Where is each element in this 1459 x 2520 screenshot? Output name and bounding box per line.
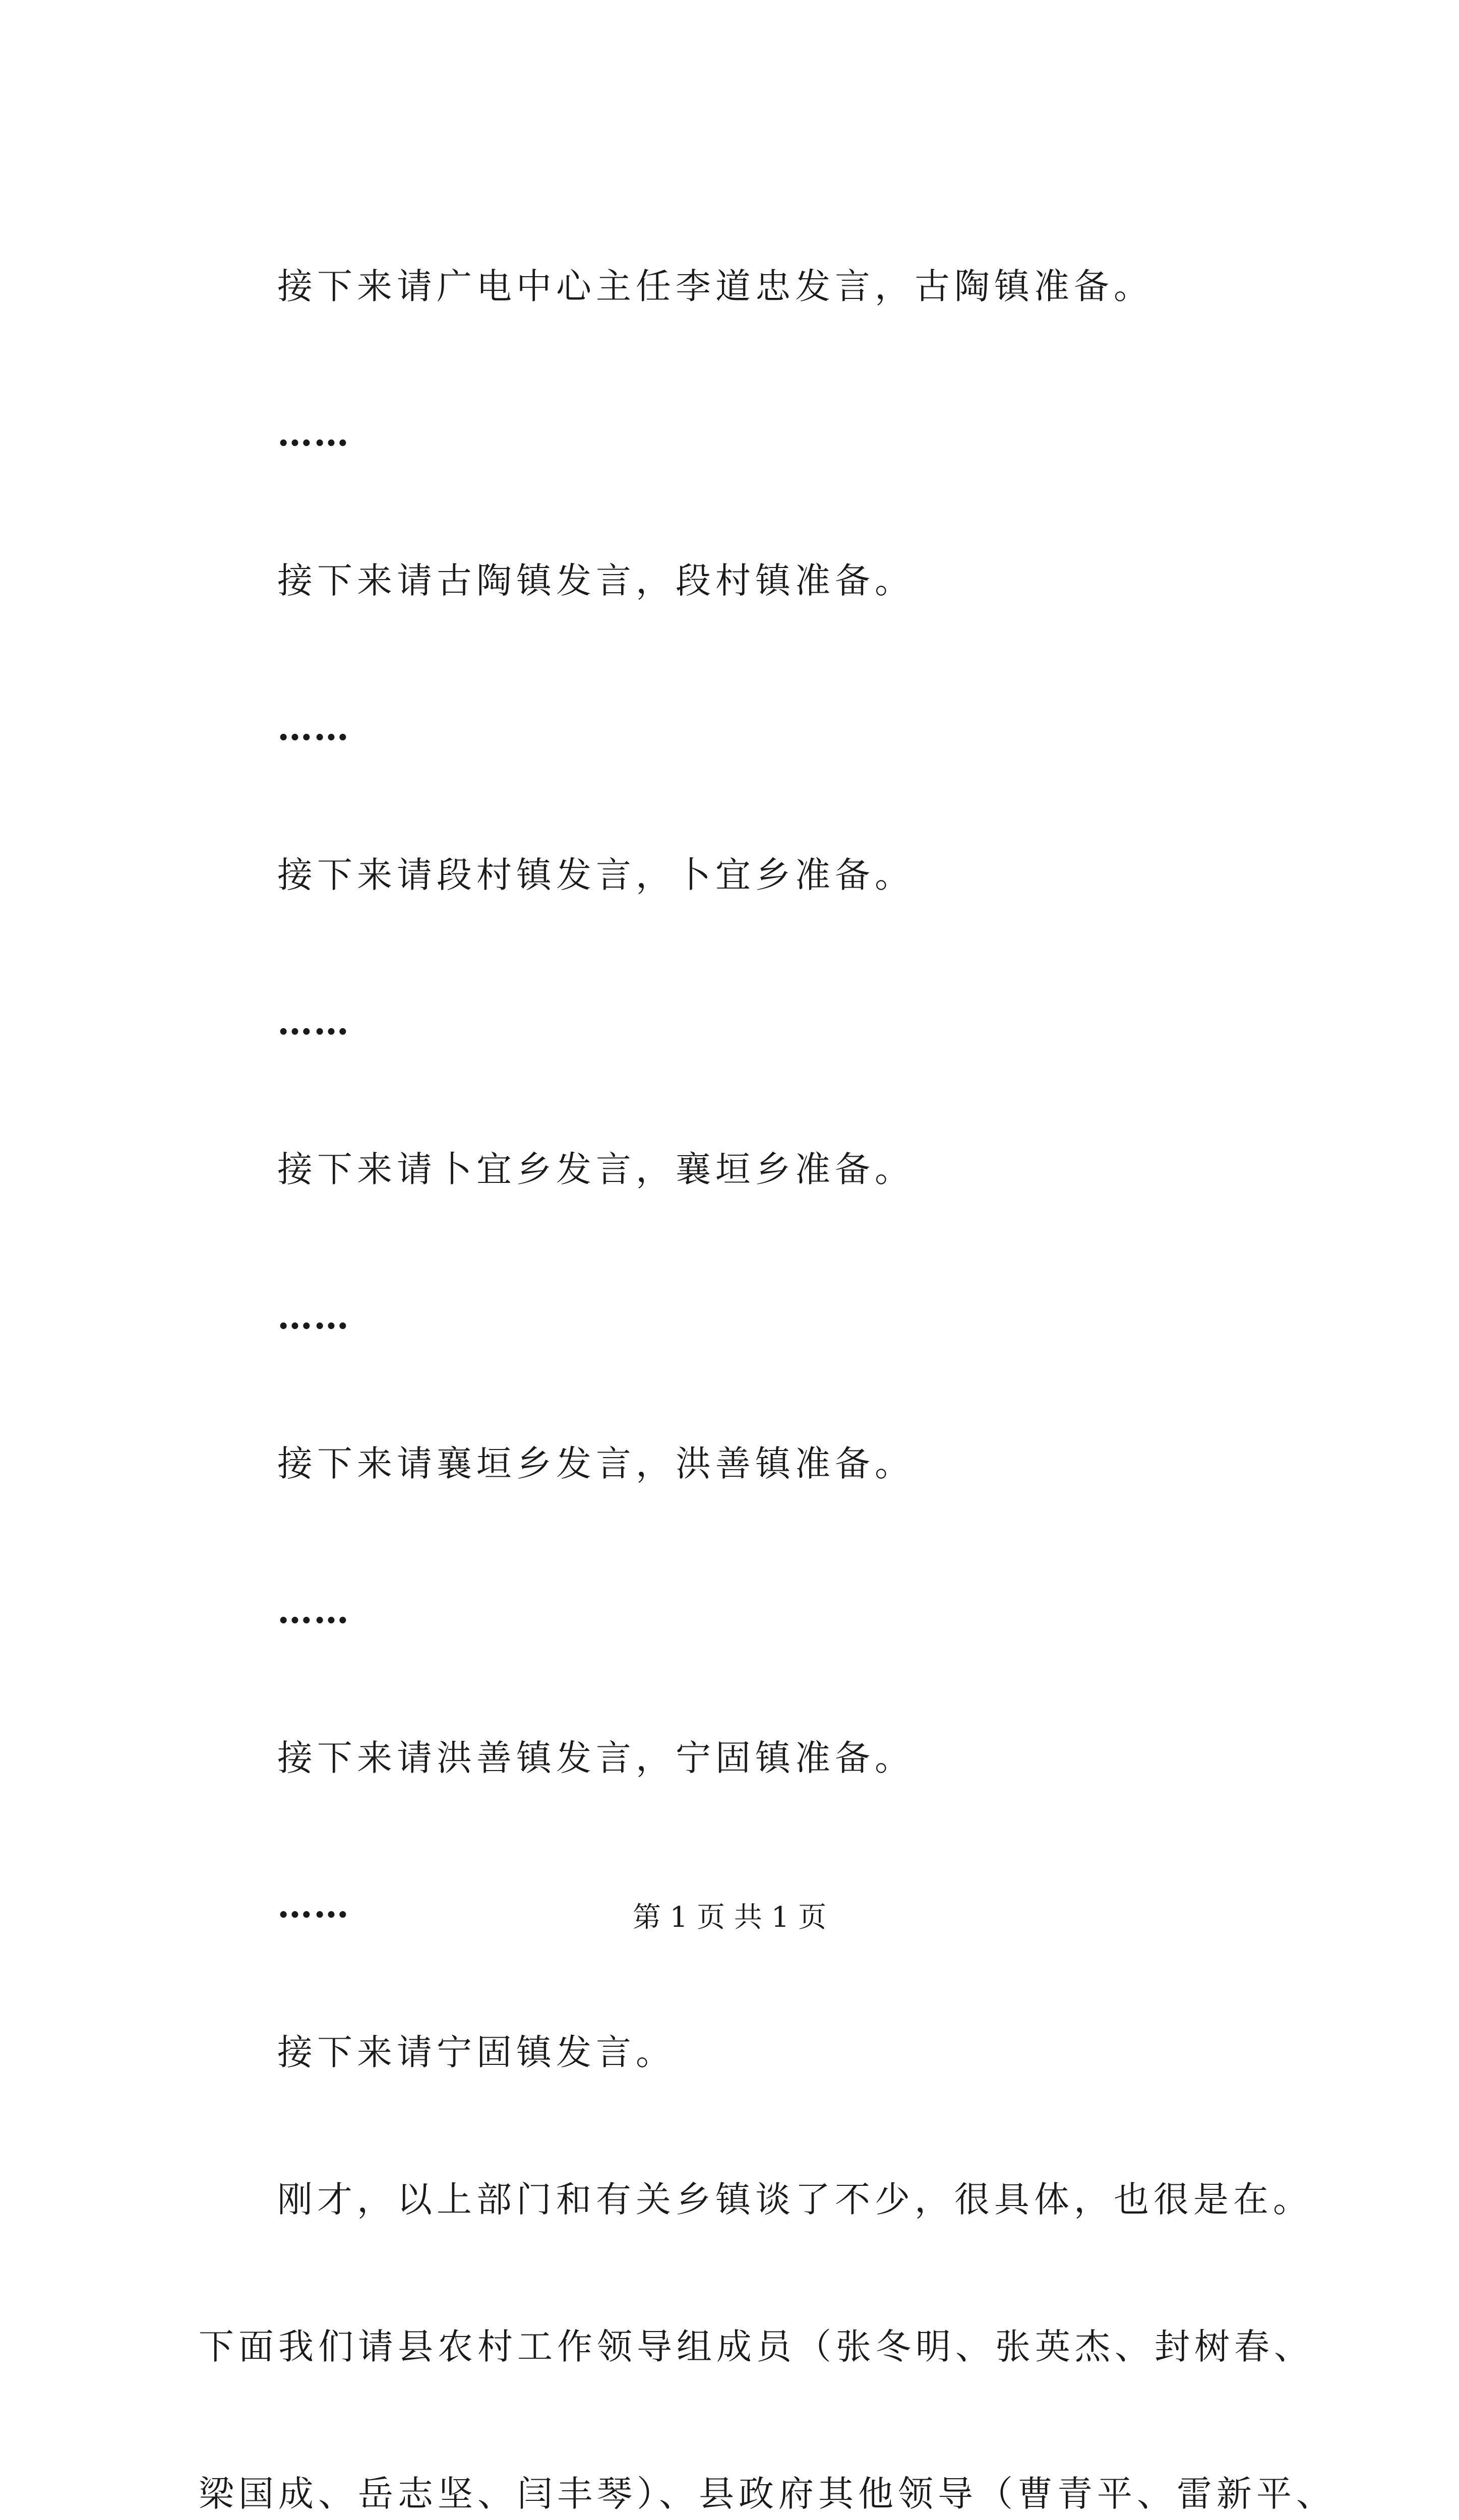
document-body — [199, 262, 1336, 2520]
paragraph-line: 下面我们请县农村工作领导组成员（张冬明、张英杰、封树春、 — [199, 2326, 1314, 2367]
text-line: 接下来请广电中心主任李道忠发言，古陶镇准备。 — [277, 266, 1153, 307]
ellipsis-line: …… — [277, 1884, 350, 1926]
text-line: 接下来请襄垣乡发言，洪善镇准备。 — [277, 1443, 915, 1484]
text-line: 接下来请宁固镇发言。 — [277, 2032, 676, 2073]
text-line: 接下来请卜宜乡发言，襄垣乡准备。 — [277, 1149, 915, 1190]
ellipsis-line: …… — [277, 412, 350, 454]
text-line: 接下来请洪善镇发言，宁固镇准备。 — [277, 1737, 915, 1779]
ellipsis-line: …… — [277, 1001, 350, 1043]
text-line: 接下来请古陶镇发言，段村镇准备。 — [277, 560, 915, 601]
page-footer: 第 1 页 共 1 页 — [632, 1901, 827, 1934]
ellipsis-line: …… — [277, 707, 350, 748]
summary-paragraph — [199, 2175, 1336, 2520]
paragraph-line: 刚才，以上部门和有关乡镇谈了不少，很具体，也很是在。 — [277, 2179, 1313, 2220]
text-line: 接下来请段村镇发言，卜宜乡准备。 — [277, 854, 915, 896]
ellipsis-line: …… — [277, 1295, 350, 1337]
ellipsis-line: …… — [277, 1590, 350, 1631]
paragraph-line: 梁国成、岳志坚、闫丰琴）、县政府其他领导（曹青平、雷新平、 — [199, 2473, 1336, 2514]
